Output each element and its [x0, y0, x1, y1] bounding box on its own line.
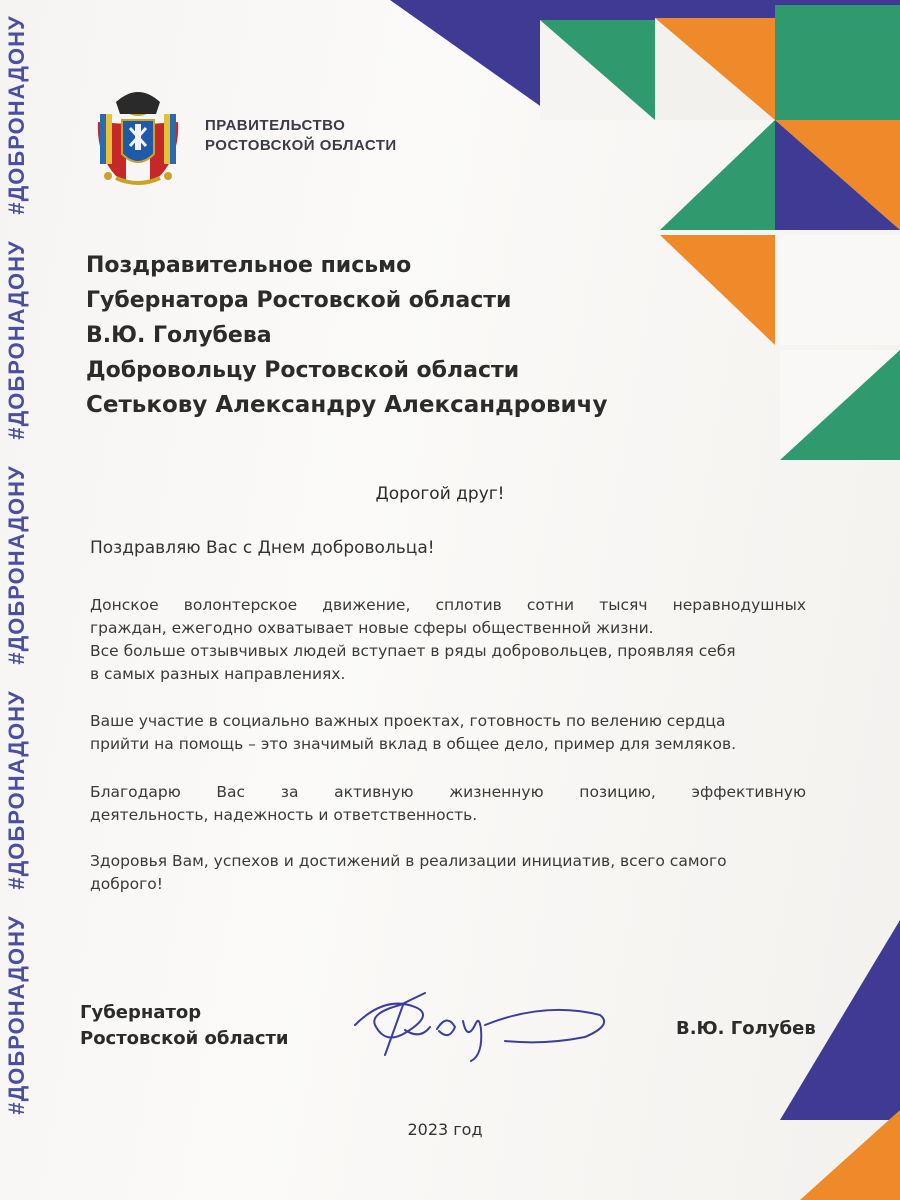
paragraph-line: в самых разных направлениях.: [90, 665, 346, 683]
hashtag-label: #ДОБРОНАДОНУ: [4, 15, 29, 215]
title-line: В.Ю. Голубева: [86, 323, 272, 348]
paragraph-line: деятельность, надежность и ответственность.: [90, 806, 478, 824]
letter-year: 2023 год: [407, 1120, 483, 1139]
green-triangle: [660, 120, 775, 230]
orange-triangle: [660, 235, 775, 345]
recipient-name: Сетькову Александру Александровичу: [86, 392, 608, 418]
title-line: Губернатора Ростовской области: [86, 288, 512, 313]
paragraph-3: [90, 781, 806, 827]
coat-of-arms-icon: [86, 84, 190, 188]
congrats-line: Поздравляю Вас с Днем добровольца!: [90, 538, 435, 558]
hashtag-label: #ДОБРОНАДОНУ: [4, 465, 29, 665]
letter-title: [86, 248, 646, 423]
hashtag-label: #ДОБРОНАДОНУ: [4, 240, 29, 440]
position-line: Ростовской области: [80, 1028, 289, 1049]
government-name: [205, 116, 397, 156]
paragraph-line: Все больше отзывчивых людей вступает в ряды добровольцев, проявляя себя: [90, 642, 736, 660]
gov-name-line: ПРАВИТЕЛЬСТВО: [205, 117, 346, 134]
signer-name: В.Ю. Голубев: [676, 1018, 816, 1039]
hashtag-label: #ДОБРОНАДОНУ: [4, 915, 29, 1115]
greeting: Дорогой друг!: [375, 484, 505, 504]
paragraph-line: Ваше участие в социально важных проектах, готовность по велению сердца: [90, 712, 726, 730]
paragraph-line: доброго!: [90, 875, 163, 893]
handwritten-signature: [345, 985, 615, 1065]
paragraph-1: [90, 594, 806, 686]
gov-name-line: РОСТОВСКОЙ ОБЛАСТИ: [205, 137, 397, 154]
title-line: Поздравительное письмо: [86, 253, 412, 278]
green-square: [775, 5, 900, 120]
paragraph-line: граждан, ежегодно охватывает новые сферы общественной жизни.: [90, 619, 654, 637]
signer-position: [80, 1000, 289, 1052]
paragraph-line: Благодарю Вас за активную жизненную позицию, эффективную: [90, 783, 806, 801]
white-square: [780, 235, 900, 345]
title-line: Добровольцу Ростовской области: [86, 358, 520, 383]
position-line: Губернатор: [80, 1002, 202, 1023]
hashtag-label: #ДОБРОНАДОНУ: [4, 690, 29, 890]
paragraph-line: Донское волонтерское движение, сплотив сотни тысяч неравнодушных: [90, 596, 806, 614]
paragraph-2: [90, 710, 806, 756]
paragraph-line: Здоровья Вам, успехов и достижений в реализации инициатив, всего самого: [90, 852, 727, 870]
paragraph-4: [90, 850, 806, 896]
paragraph-line: прийти на помощь – это значимый вклад в общее дело, пример для земляков.: [90, 735, 737, 753]
